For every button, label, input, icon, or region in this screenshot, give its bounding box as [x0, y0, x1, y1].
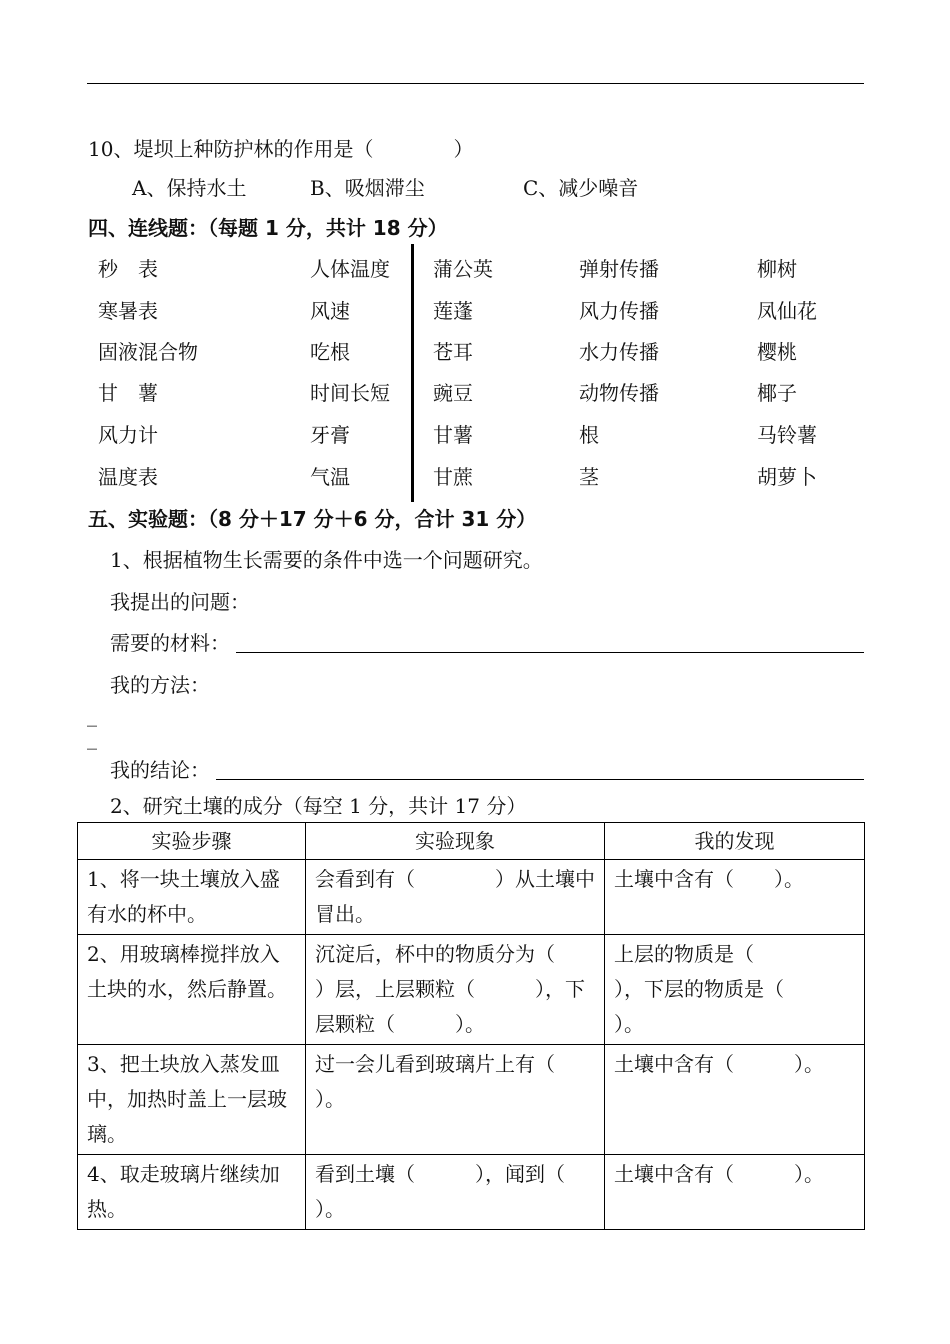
match-plant-right[interactable]: 马铃薯 [757, 423, 817, 447]
match-plant[interactable]: 苍耳 [433, 340, 473, 364]
conclusion-answer-line[interactable] [216, 779, 864, 780]
materials-label: 需要的材料： [110, 631, 230, 655]
conclusion-label: 我的结论： [110, 758, 210, 782]
matching-divider [411, 244, 414, 502]
match-dispersal[interactable]: 弹射传播 [579, 257, 659, 281]
step-cell: 2、用玻璃棒搅拌放入土块的水，然后静置。 [78, 935, 306, 1045]
phenomenon-cell[interactable]: 看到土壤（ ），闻到（ ）。 [306, 1155, 605, 1230]
table-row [78, 1155, 865, 1230]
match-left-item[interactable]: 风力计 [98, 423, 158, 447]
phenomenon-cell[interactable]: 会看到有（ ）从土壤中冒出。 [306, 860, 605, 935]
experiment-1-prompt: 1、根据植物生长需要的条件中选一个问题研究。 [110, 548, 543, 572]
method-label: 我的方法： [110, 673, 210, 697]
match-dispersal[interactable]: 风力传播 [579, 299, 659, 323]
match-plant-right[interactable]: 胡萝卜 [757, 465, 817, 489]
section5-heading: 五、实验题：（8 分＋17 分＋6 分，合计 31 分） [88, 507, 537, 531]
finding-cell[interactable]: 土壤中含有（ ）。 [605, 1155, 865, 1230]
option-b: B、吸烟滞尘 [310, 176, 425, 200]
table-row [78, 860, 865, 935]
match-plant[interactable]: 甘蔗 [433, 465, 473, 489]
match-dispersal[interactable]: 动物传播 [579, 381, 659, 405]
table-row [78, 1045, 865, 1155]
match-plant[interactable]: 莲蓬 [433, 299, 473, 323]
question-10: 10、堤坝上种防护林的作用是（ ） [88, 137, 474, 161]
step-cell: 3、把土块放入蒸发皿中，加热时盖上一层玻璃。 [78, 1045, 306, 1155]
option-a: A、保持水土 [132, 176, 247, 200]
finding-cell[interactable]: 土壤中含有（ ）。 [605, 1045, 865, 1155]
match-plant[interactable]: 蒲公英 [433, 257, 493, 281]
match-left-answer[interactable]: 人体温度 [310, 257, 390, 281]
finding-cell[interactable]: 土壤中含有（ ）。 [605, 860, 865, 935]
section4-heading: 四、连线题：（每题 1 分，共计 18 分） [88, 216, 448, 240]
match-left-item[interactable]: 固液混合物 [98, 340, 198, 364]
header-findings: 我的发现 [605, 823, 865, 860]
match-left-answer[interactable]: 风速 [310, 299, 350, 323]
table-header-row [78, 823, 865, 860]
match-left-item[interactable]: 温度表 [98, 465, 158, 489]
phenomenon-cell[interactable]: 沉淀后，杯中的物质分为（ ）层，上层颗粒（ ），下层颗粒（ ）。 [306, 935, 605, 1045]
match-plant-right[interactable]: 凤仙花 [757, 299, 817, 323]
match-left-item[interactable]: 秒 表 [98, 257, 158, 281]
header-steps: 实验步骤 [78, 823, 306, 860]
experiment-2-prompt: 2、研究土壤的成分（每空 1 分，共计 17 分） [110, 794, 527, 818]
option-c: C、减少噪音 [523, 176, 639, 200]
materials-answer-line[interactable] [236, 652, 864, 653]
match-left-item[interactable]: 寒暑表 [98, 299, 158, 323]
header-rule [87, 83, 864, 84]
match-dispersal[interactable]: 茎 [579, 465, 599, 489]
table-row [78, 935, 865, 1045]
match-left-item[interactable]: 甘 薯 [98, 381, 158, 405]
phenomenon-cell[interactable]: 过一会儿看到玻璃片上有（ ）。 [306, 1045, 605, 1155]
match-left-answer[interactable]: 牙膏 [310, 423, 350, 447]
step-cell: 1、将一块土壤放入盛有水的杯中。 [78, 860, 306, 935]
match-plant[interactable]: 豌豆 [433, 381, 473, 405]
finding-cell[interactable]: 上层的物质是（ ），下层的物质是（ ）。 [605, 935, 865, 1045]
soil-experiment-table [77, 822, 865, 1230]
match-dispersal[interactable]: 水力传播 [579, 340, 659, 364]
step-cell: 4、取走玻璃片继续加热。 [78, 1155, 306, 1230]
method-line-2: _ [87, 726, 97, 750]
match-plant-right[interactable]: 樱桃 [757, 340, 797, 364]
match-left-answer[interactable]: 气温 [310, 465, 350, 489]
method-line-1: _ [87, 703, 97, 727]
question-label: 我提出的问题： [110, 590, 250, 614]
header-phenomena: 实验现象 [306, 823, 605, 860]
match-dispersal[interactable]: 根 [579, 423, 599, 447]
match-plant[interactable]: 甘薯 [433, 423, 473, 447]
match-left-answer[interactable]: 时间长短 [310, 381, 390, 405]
match-plant-right[interactable]: 柳树 [757, 257, 797, 281]
match-left-answer[interactable]: 吃根 [310, 340, 350, 364]
match-plant-right[interactable]: 椰子 [757, 381, 797, 405]
